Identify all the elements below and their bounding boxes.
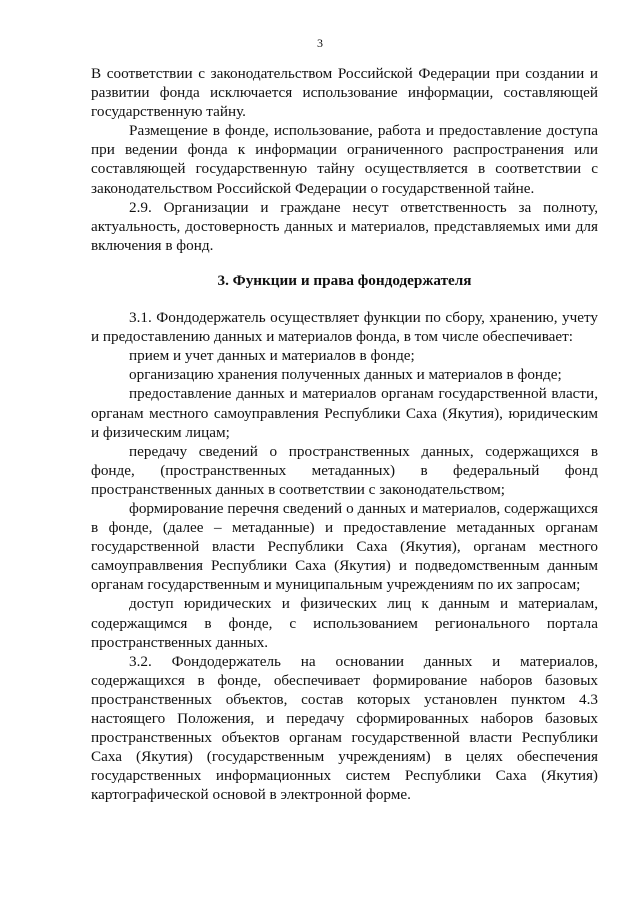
paragraph-3-1: 3.1. Фондодержатель осуществляет функции по сбору, хранению, учету и предоставлению данных и материалов фонда, в том числе обеспечивает: <box>91 309 598 346</box>
paragraph-restricted-access: Размещение в фонде, использование, работа и предоставление доступа при ведении фонда к информации ограниченного распространения или составляющей государственную тайну осуществляется в соответствии с законодательством Российской Федерации о государственной тайне. <box>91 122 598 197</box>
list-item: формирование перечня сведений о данных и материалов, содержащихся в фонде, (далее – метаданные) и предоставление метаданных органам государственной власти Республики Саха (Якутия), органам местного самоуправлвения Республики Саха (Якутия) и подведомственным данным органам государственным и муниципальным учреждениям по их запросам; <box>91 499 598 594</box>
list-item: организацию хранения полученных данных и материалов в фонде; <box>129 366 562 384</box>
list-item: передачу сведений о пространственных данных, содержащихся в фонде, (пространственных метаданных) в федеральный фонд пространственных данных в соответствии с законодательством; <box>91 442 598 498</box>
paragraph-3-2: 3.2. Фондодержатель на основании данных и материалов, содержащихся в фонде, обеспечивает формирование наборов базовых пространственных объектов, состав которых установлен пунктом 4.3 настоящего Положения, и передачу сформированных наборов базовых пространственных объектов органам государственной власти Республики Саха (Якутия) (государственным учреждениям) в целях обеспечения государственных информационных систем Республики Саха (Якутия) картографической основой в электронной форме. <box>91 652 598 804</box>
list-item: доступ юридических и физических лиц к данным и материалам, содержащимся в фонде, с использованием регионального портала пространственных данных. <box>91 595 598 651</box>
document-body <box>91 64 598 804</box>
page-number: 3 <box>317 36 323 50</box>
list-item: предоставление данных и материалов органам государственной власти, органам местного самоуправления Республики Саха (Якутия), юридическим и физическим лицам; <box>91 385 598 441</box>
list-item: прием и учет данных и материалов в фонде; <box>129 347 415 365</box>
paragraph-state-secret: В соответствии с законодательством Российской Федерации при создании и развитии фонда исключается использование информации, составляющей государственную тайну. <box>91 65 598 121</box>
section-title: 3. Функции и права фондодержателя <box>217 271 472 289</box>
paragraph-2-9: 2.9. Организации и граждане несут ответственность за полноту, актуальность, достоверность данных и материалов, представляемых ими для включения в фонд. <box>91 198 598 254</box>
